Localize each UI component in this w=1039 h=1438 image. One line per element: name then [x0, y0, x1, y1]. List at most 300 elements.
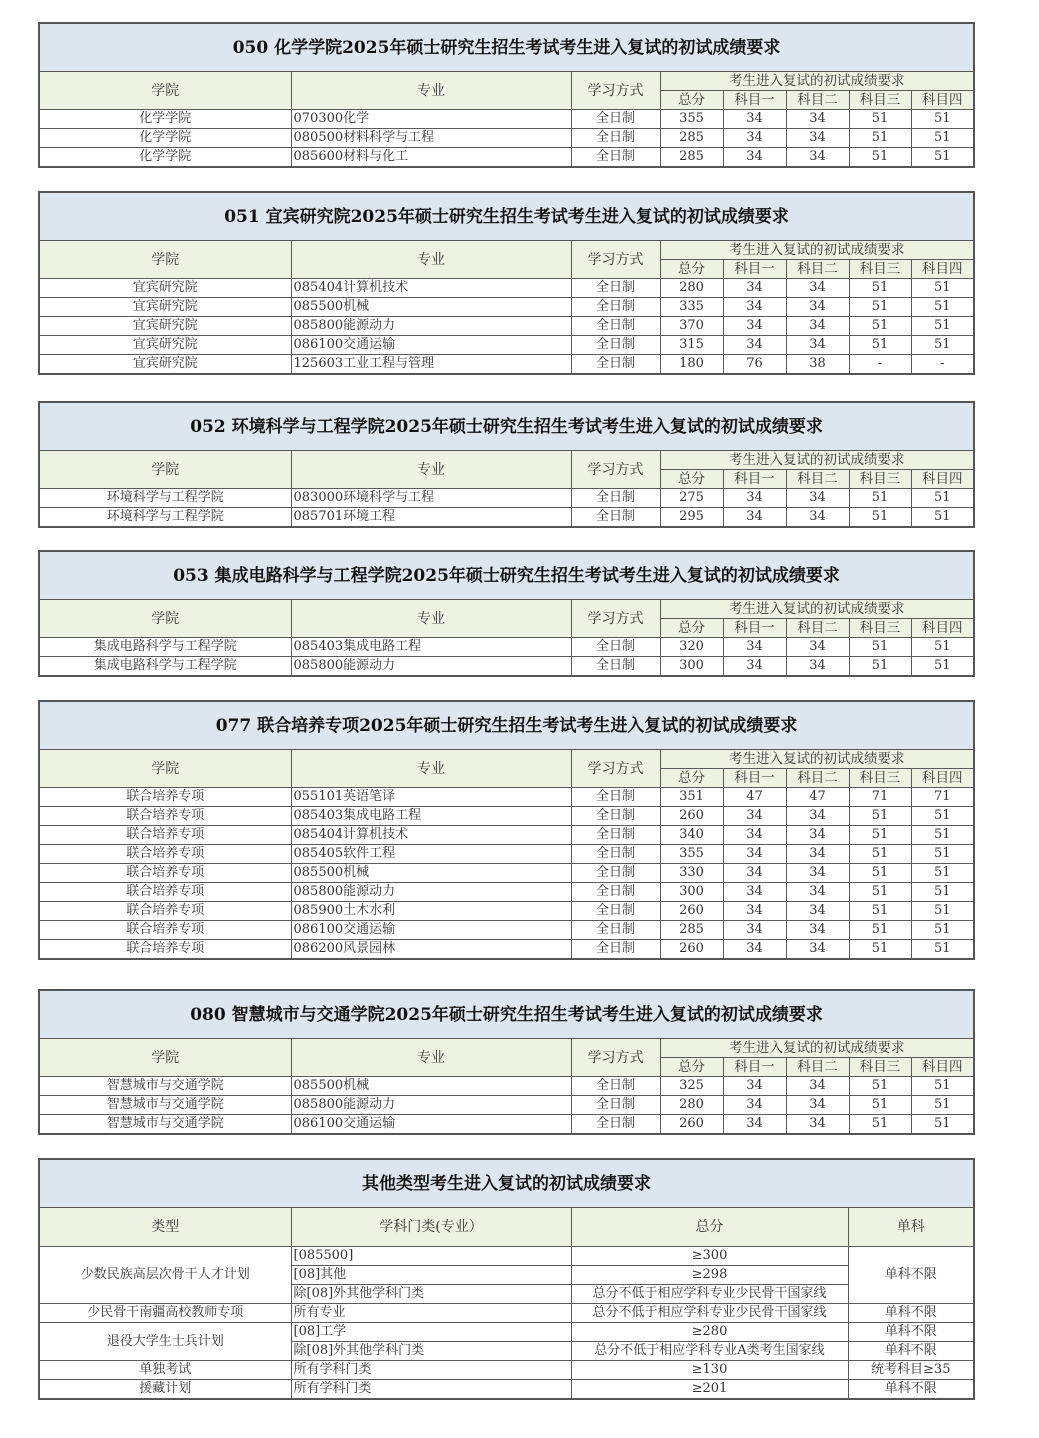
table-row: [39, 826, 974, 845]
cell-s1: 34: [723, 638, 786, 657]
cell-s3: 51: [849, 110, 911, 129]
header-row: [39, 451, 974, 470]
score-table: [38, 989, 975, 1135]
cell-mode: 全日制: [571, 508, 660, 528]
cell-category: 所有学科门类: [291, 1361, 571, 1380]
cell-s4: 51: [911, 826, 974, 845]
cell-college: 联合培养专项: [39, 864, 291, 883]
header-subject2: 科目二: [786, 260, 849, 279]
cell-major: 086100交通运输: [291, 921, 571, 940]
table-row: [39, 489, 974, 508]
cell-s1: 34: [723, 1115, 786, 1135]
header-score-group: 考生进入复试的初试成绩要求: [660, 600, 974, 619]
cell-s1: 34: [723, 110, 786, 129]
header-total: 总分: [660, 91, 723, 110]
header-mode: 学习方式: [571, 600, 660, 638]
header-subject2: 科目二: [786, 470, 849, 489]
cell-college: 化学学院: [39, 110, 291, 129]
cell-major: 085800能源动力: [291, 883, 571, 902]
cell-mode: 全日制: [571, 921, 660, 940]
header-major: 专业: [291, 451, 571, 489]
cell-total: 总分不低于相应学科专业A类考生国家线: [571, 1342, 848, 1361]
cell-s1: 34: [723, 317, 786, 336]
cell-college: 智慧城市与交通学院: [39, 1096, 291, 1115]
header-subject1: 科目一: [723, 619, 786, 638]
cell-major: 085500机械: [291, 864, 571, 883]
table-row: [39, 807, 974, 826]
header-row: [39, 241, 974, 260]
cell-total: 180: [660, 355, 723, 375]
cell-s3: 51: [849, 864, 911, 883]
header-subject2: 科目二: [786, 769, 849, 788]
cell-total: ≥298: [571, 1266, 848, 1285]
table-row: [39, 1361, 974, 1380]
cell-mode: 全日制: [571, 940, 660, 960]
cell-college: 智慧城市与交通学院: [39, 1115, 291, 1135]
table-row: [39, 883, 974, 902]
header-category: 学科门类(专业）: [291, 1208, 571, 1247]
cell-s2: 34: [786, 826, 849, 845]
cell-s2: 34: [786, 317, 849, 336]
table-title-row: [39, 192, 974, 241]
cell-major: 085701环境工程: [291, 508, 571, 528]
cell-s3: -: [849, 355, 911, 375]
header-score-group: 考生进入复试的初试成绩要求: [660, 72, 974, 91]
cell-s3: 51: [849, 489, 911, 508]
cell-s3: 51: [849, 1115, 911, 1135]
cell-college: 宜宾研究院: [39, 279, 291, 298]
cell-s2: 34: [786, 940, 849, 960]
cell-major: 083000环境科学与工程: [291, 489, 571, 508]
cell-s4: -: [911, 355, 974, 375]
cell-major: 085404计算机技术: [291, 279, 571, 298]
table-row: [39, 355, 974, 375]
cell-total: 351: [660, 788, 723, 807]
header-college: 学院: [39, 72, 291, 110]
cell-s4: 51: [911, 1115, 974, 1135]
cell-s1: 34: [723, 845, 786, 864]
cell-total: 355: [660, 110, 723, 129]
cell-total: 335: [660, 298, 723, 317]
cell-s2: 34: [786, 508, 849, 528]
table-row: [39, 902, 974, 921]
header-total: 总分: [660, 1058, 723, 1077]
cell-s1: 34: [723, 129, 786, 148]
cell-mode: 全日制: [571, 129, 660, 148]
cell-total: ≥300: [571, 1247, 848, 1266]
header-row: [39, 1039, 974, 1058]
header-major: 专业: [291, 750, 571, 788]
score-table: [38, 550, 975, 677]
table-title-row: [39, 990, 974, 1039]
cell-s2: 34: [786, 902, 849, 921]
table-title-row: [39, 701, 974, 750]
cell-total: 315: [660, 336, 723, 355]
cell-s3: 51: [849, 826, 911, 845]
cell-major: 055101英语笔译: [291, 788, 571, 807]
header-subject4: 科目四: [911, 470, 974, 489]
header-mode: 学习方式: [571, 451, 660, 489]
cell-s1: 34: [723, 807, 786, 826]
cell-total: 280: [660, 279, 723, 298]
cell-total: 295: [660, 508, 723, 528]
cell-s1: 34: [723, 148, 786, 168]
cell-total: 325: [660, 1077, 723, 1096]
table-row: [39, 940, 974, 960]
header-score-group: 考生进入复试的初试成绩要求: [660, 241, 974, 260]
cell-major: 085500机械: [291, 298, 571, 317]
cell-s3: 51: [849, 279, 911, 298]
cell-mode: 全日制: [571, 489, 660, 508]
cell-type: 单独考试: [39, 1361, 291, 1380]
table-row: [39, 129, 974, 148]
table-title: 080 智慧城市与交通学院2025年硕士研究生招生考试考生进入复试的初试成绩要求: [39, 990, 974, 1039]
cell-total: ≥201: [571, 1380, 848, 1400]
table-title: 077 联合培养专项2025年硕士研究生招生考试考生进入复试的初试成绩要求: [39, 701, 974, 750]
table-row: [39, 638, 974, 657]
table-row: [39, 317, 974, 336]
cell-total: 285: [660, 921, 723, 940]
cell-s4: 51: [911, 657, 974, 677]
cell-total: 总分不低于相应学科专业少民骨干国家线: [571, 1304, 848, 1323]
table-title-row: [39, 402, 974, 451]
cell-total: 280: [660, 1096, 723, 1115]
table-title-row: [39, 1159, 974, 1208]
cell-total: 285: [660, 129, 723, 148]
cell-s4: 51: [911, 883, 974, 902]
header-subject1: 科目一: [723, 1058, 786, 1077]
cell-major: 085404计算机技术: [291, 826, 571, 845]
cell-s2: 47: [786, 788, 849, 807]
cell-category: [08]其他: [291, 1266, 571, 1285]
cell-single: 单科不限: [848, 1304, 974, 1323]
header-subject2: 科目二: [786, 91, 849, 110]
cell-s4: 51: [911, 129, 974, 148]
cell-category: 所有专业: [291, 1304, 571, 1323]
header-subject4: 科目四: [911, 91, 974, 110]
cell-college: 联合培养专项: [39, 940, 291, 960]
cell-s3: 51: [849, 298, 911, 317]
cell-s3: 51: [849, 921, 911, 940]
cell-s3: 51: [849, 883, 911, 902]
cell-s1: 34: [723, 940, 786, 960]
cell-mode: 全日制: [571, 807, 660, 826]
cell-s2: 34: [786, 279, 849, 298]
cell-college: 集成电路科学与工程学院: [39, 638, 291, 657]
header-type: 类型: [39, 1208, 291, 1247]
cell-college: 宜宾研究院: [39, 317, 291, 336]
cell-major: 086100交通运输: [291, 336, 571, 355]
cell-s2: 34: [786, 489, 849, 508]
cell-mode: 全日制: [571, 279, 660, 298]
table-row: [39, 1323, 974, 1342]
cell-college: 宜宾研究院: [39, 355, 291, 375]
cell-college: 化学学院: [39, 148, 291, 168]
cell-major: 070300化学: [291, 110, 571, 129]
cell-s1: 34: [723, 489, 786, 508]
cell-s2: 34: [786, 298, 849, 317]
cell-s2: 38: [786, 355, 849, 375]
cell-single: 统考科目≥35: [848, 1361, 974, 1380]
cell-s1: 47: [723, 788, 786, 807]
cell-s3: 51: [849, 336, 911, 355]
cell-college: 联合培养专项: [39, 921, 291, 940]
cell-s3: 51: [849, 807, 911, 826]
cell-s4: 51: [911, 807, 974, 826]
cell-college: 智慧城市与交通学院: [39, 1077, 291, 1096]
cell-mode: 全日制: [571, 1096, 660, 1115]
header-total: 总分: [571, 1208, 848, 1247]
cell-major: 085500机械: [291, 1077, 571, 1096]
cell-mode: 全日制: [571, 148, 660, 168]
table-title-row: [39, 551, 974, 600]
cell-major: 085405软件工程: [291, 845, 571, 864]
cell-mode: 全日制: [571, 336, 660, 355]
cell-total: 320: [660, 638, 723, 657]
header-subject3: 科目三: [849, 769, 911, 788]
header-row: [39, 1208, 974, 1247]
header-college: 学院: [39, 241, 291, 279]
header-subject1: 科目一: [723, 470, 786, 489]
cell-mode: 全日制: [571, 845, 660, 864]
cell-total: ≥280: [571, 1323, 848, 1342]
cell-s1: 34: [723, 298, 786, 317]
table-row: [39, 1096, 974, 1115]
cell-total: 260: [660, 1115, 723, 1135]
cell-mode: 全日制: [571, 638, 660, 657]
table-row: [39, 148, 974, 168]
header-mode: 学习方式: [571, 750, 660, 788]
header-subject4: 科目四: [911, 619, 974, 638]
cell-major: 085900土木水利: [291, 902, 571, 921]
header-college: 学院: [39, 600, 291, 638]
cell-mode: 全日制: [571, 902, 660, 921]
cell-total: 370: [660, 317, 723, 336]
cell-s1: 34: [723, 921, 786, 940]
cell-major: 125603工业工程与管理: [291, 355, 571, 375]
cell-major: 086100交通运输: [291, 1115, 571, 1135]
header-subject3: 科目三: [849, 1058, 911, 1077]
table-row: [39, 508, 974, 528]
table-row: [39, 110, 974, 129]
header-total: 总分: [660, 769, 723, 788]
header-major: 专业: [291, 1039, 571, 1077]
cell-s4: 51: [911, 921, 974, 940]
table-row: [39, 279, 974, 298]
cell-s2: 34: [786, 657, 849, 677]
score-table: [38, 22, 975, 168]
header-college: 学院: [39, 1039, 291, 1077]
cell-s2: 34: [786, 845, 849, 864]
cell-s1: 34: [723, 1077, 786, 1096]
cell-s1: 34: [723, 279, 786, 298]
cell-total: 260: [660, 940, 723, 960]
cell-s2: 34: [786, 1096, 849, 1115]
cell-s1: 34: [723, 336, 786, 355]
table-title: 053 集成电路科学与工程学院2025年硕士研究生招生考试考生进入复试的初试成绩要求: [39, 551, 974, 600]
header-row: [39, 72, 974, 91]
header-subject2: 科目二: [786, 619, 849, 638]
cell-s1: 34: [723, 883, 786, 902]
cell-college: 环境科学与工程学院: [39, 489, 291, 508]
header-score-group: 考生进入复试的初试成绩要求: [660, 1039, 974, 1058]
table-title: 其他类型考生进入复试的初试成绩要求: [39, 1159, 974, 1208]
cell-total: 260: [660, 902, 723, 921]
cell-s1: 34: [723, 826, 786, 845]
cell-s2: 34: [786, 1077, 849, 1096]
cell-category: [085500]: [291, 1247, 571, 1266]
table-row: [39, 657, 974, 677]
cell-s4: 71: [911, 788, 974, 807]
cell-s2: 34: [786, 638, 849, 657]
table-title: 051 宜宾研究院2025年硕士研究生招生考试考生进入复试的初试成绩要求: [39, 192, 974, 241]
table-row: [39, 788, 974, 807]
cell-mode: 全日制: [571, 298, 660, 317]
cell-mode: 全日制: [571, 355, 660, 375]
cell-mode: 全日制: [571, 1077, 660, 1096]
table-title-row: [39, 23, 974, 72]
cell-s4: 51: [911, 638, 974, 657]
cell-total: 330: [660, 864, 723, 883]
cell-college: 环境科学与工程学院: [39, 508, 291, 528]
cell-major: 080500材料科学与工程: [291, 129, 571, 148]
cell-total: 总分不低于相应学科专业少民骨干国家线: [571, 1285, 848, 1304]
cell-s1: 76: [723, 355, 786, 375]
header-subject2: 科目二: [786, 1058, 849, 1077]
cell-single: 单科不限: [848, 1380, 974, 1400]
cell-s3: 51: [849, 1096, 911, 1115]
header-score-group: 考生进入复试的初试成绩要求: [660, 750, 974, 769]
cell-major: 085600材料与化工: [291, 148, 571, 168]
cell-s4: 51: [911, 489, 974, 508]
cell-s4: 51: [911, 317, 974, 336]
cell-single: 单科不限: [848, 1247, 974, 1304]
table-row: [39, 921, 974, 940]
cell-college: 联合培养专项: [39, 845, 291, 864]
cell-s2: 34: [786, 110, 849, 129]
header-subject3: 科目三: [849, 91, 911, 110]
cell-major: 086200风景园林: [291, 940, 571, 960]
cell-mode: 全日制: [571, 317, 660, 336]
header-single: 单科: [848, 1208, 974, 1247]
cell-s3: 51: [849, 940, 911, 960]
cell-category: 所有学科门类: [291, 1380, 571, 1400]
cell-single: 单科不限: [848, 1342, 974, 1361]
cell-type: 少数民族高层次骨干人才计划: [39, 1247, 291, 1304]
cell-mode: 全日制: [571, 110, 660, 129]
cell-s4: 51: [911, 148, 974, 168]
cell-category: [08]工学: [291, 1323, 571, 1342]
cell-college: 联合培养专项: [39, 883, 291, 902]
cell-s2: 34: [786, 921, 849, 940]
cell-mode: 全日制: [571, 826, 660, 845]
cell-s4: 51: [911, 279, 974, 298]
header-college: 学院: [39, 750, 291, 788]
table-row: [39, 1077, 974, 1096]
cell-major: 085800能源动力: [291, 657, 571, 677]
cell-s1: 34: [723, 508, 786, 528]
table-row: [39, 845, 974, 864]
table-row: [39, 864, 974, 883]
table-row: [39, 1115, 974, 1135]
other-types-table: [38, 1158, 975, 1400]
header-subject3: 科目三: [849, 470, 911, 489]
cell-category: 除[08]外其他学科门类: [291, 1285, 571, 1304]
cell-college: 联合培养专项: [39, 902, 291, 921]
cell-s1: 34: [723, 864, 786, 883]
cell-s2: 34: [786, 864, 849, 883]
cell-s2: 34: [786, 129, 849, 148]
cell-college: 联合培养专项: [39, 826, 291, 845]
cell-s4: 51: [911, 298, 974, 317]
cell-college: 集成电路科学与工程学院: [39, 657, 291, 677]
cell-s3: 51: [849, 148, 911, 168]
header-major: 专业: [291, 600, 571, 638]
header-row: [39, 600, 974, 619]
cell-type: 少民骨干南疆高校教师专项: [39, 1304, 291, 1323]
cell-s2: 34: [786, 148, 849, 168]
cell-s3: 51: [849, 638, 911, 657]
score-table: [38, 191, 975, 375]
cell-total: 285: [660, 148, 723, 168]
header-college: 学院: [39, 451, 291, 489]
cell-s4: 51: [911, 508, 974, 528]
score-table: [38, 700, 975, 960]
header-subject1: 科目一: [723, 769, 786, 788]
cell-s1: 34: [723, 902, 786, 921]
cell-s4: 51: [911, 1096, 974, 1115]
cell-total: 340: [660, 826, 723, 845]
cell-major: 085800能源动力: [291, 317, 571, 336]
cell-s2: 34: [786, 807, 849, 826]
cell-total: 260: [660, 807, 723, 826]
cell-s3: 51: [849, 317, 911, 336]
cell-s4: 51: [911, 336, 974, 355]
table-row: [39, 1247, 974, 1266]
cell-mode: 全日制: [571, 883, 660, 902]
cell-s3: 51: [849, 657, 911, 677]
cell-major: 085403集成电路工程: [291, 638, 571, 657]
header-subject3: 科目三: [849, 619, 911, 638]
header-mode: 学习方式: [571, 72, 660, 110]
cell-category: 除[08]外其他学科门类: [291, 1342, 571, 1361]
cell-total: 275: [660, 489, 723, 508]
cell-type: 援藏计划: [39, 1380, 291, 1400]
cell-total: ≥130: [571, 1361, 848, 1380]
cell-college: 宜宾研究院: [39, 298, 291, 317]
score-table: [38, 401, 975, 528]
cell-s1: 34: [723, 657, 786, 677]
cell-s3: 71: [849, 788, 911, 807]
cell-mode: 全日制: [571, 864, 660, 883]
table-title: 052 环境科学与工程学院2025年硕士研究生招生考试考生进入复试的初试成绩要求: [39, 402, 974, 451]
header-total: 总分: [660, 470, 723, 489]
cell-s4: 51: [911, 940, 974, 960]
table-row: [39, 1380, 974, 1400]
cell-s3: 51: [849, 902, 911, 921]
header-total: 总分: [660, 619, 723, 638]
header-mode: 学习方式: [571, 1039, 660, 1077]
header-subject4: 科目四: [911, 769, 974, 788]
cell-s3: 51: [849, 1077, 911, 1096]
cell-total: 300: [660, 883, 723, 902]
cell-college: 宜宾研究院: [39, 336, 291, 355]
header-major: 专业: [291, 72, 571, 110]
cell-mode: 全日制: [571, 657, 660, 677]
cell-s4: 51: [911, 110, 974, 129]
header-mode: 学习方式: [571, 241, 660, 279]
table-title: 050 化学学院2025年硕士研究生招生考试考生进入复试的初试成绩要求: [39, 23, 974, 72]
